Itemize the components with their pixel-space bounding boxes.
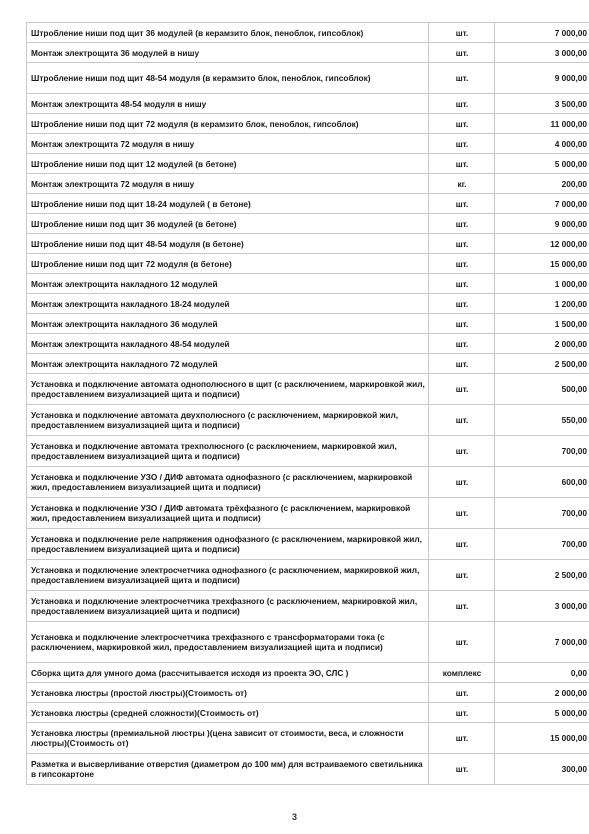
table-row	[27, 134, 589, 154]
table-row	[27, 63, 589, 94]
service-name: Монтаж электрощита 48-54 модуля в нишу	[27, 94, 429, 114]
unit: шт.	[429, 23, 495, 43]
service-name: Установка и подключение УЗО / ДИФ автомата трёхфазного (с расключением, маркировкой жил, предоставлением визуализацией щита и подписи)	[27, 498, 429, 529]
price: 2 500,00	[495, 560, 589, 591]
unit: шт.	[429, 254, 495, 274]
unit: шт.	[429, 43, 495, 63]
unit: шт.	[429, 529, 495, 560]
price: 15 000,00	[495, 254, 589, 274]
table-row	[27, 334, 589, 354]
price: 700,00	[495, 498, 589, 529]
price: 9 000,00	[495, 214, 589, 234]
table-row	[27, 622, 589, 663]
service-name: Установка и подключение электросчетчика однофазного (с расключением, маркировкой жил, предоставлением визуализацией щита и подписи)	[27, 560, 429, 591]
table-row	[27, 354, 589, 374]
price: 700,00	[495, 436, 589, 467]
service-name: Штробление ниши под щит 48-54 модуля (в бетоне)	[27, 234, 429, 254]
unit: шт.	[429, 754, 495, 785]
unit: шт.	[429, 294, 495, 314]
unit: шт.	[429, 154, 495, 174]
service-name: Штробление ниши под щит 36 модулей (в керамзито блок, пеноблок, гипсоблок)	[27, 23, 429, 43]
table-row	[27, 703, 589, 723]
unit: шт.	[429, 560, 495, 591]
service-name: Установка и подключение электросчетчика трехфазного (с расключением, маркировкой жил, предоставлением визуализацией щита и подписи)	[27, 591, 429, 622]
unit: шт.	[429, 723, 495, 754]
table-row	[27, 194, 589, 214]
service-name: Монтаж электрощита 36 модулей в нишу	[27, 43, 429, 63]
unit: шт.	[429, 134, 495, 154]
service-name: Установка и подключение автомата трехполюсного (с расключением, маркировкой жил, предоставлением визуализацией щита и подписи)	[27, 436, 429, 467]
service-name: Установка и подключение реле напряжения однофазного (с расключением, маркировкой жил, предоставлением визуализацией щита и подписи)	[27, 529, 429, 560]
page-number: 3	[291, 812, 297, 822]
service-name: Монтаж электрощита 72 модуля в нишу	[27, 174, 429, 194]
table-row	[27, 174, 589, 194]
unit: шт.	[429, 622, 495, 663]
unit: шт.	[429, 114, 495, 134]
unit: шт.	[429, 274, 495, 294]
price: 7 000,00	[495, 194, 589, 214]
price: 11 000,00	[495, 114, 589, 134]
table-row	[27, 234, 589, 254]
unit: шт.	[429, 334, 495, 354]
price: 300,00	[495, 754, 589, 785]
table-row	[27, 405, 589, 436]
price: 200,00	[495, 174, 589, 194]
unit: шт.	[429, 703, 495, 723]
service-name: Установка люстры (простой люстры)(Стоимость от)	[27, 683, 429, 703]
price: 1 200,00	[495, 294, 589, 314]
table-row	[27, 723, 589, 754]
service-name: Установка люстры (премиальной люстры )(цена зависит от стоимости, веса, и сложности люстры)(Стоимость от)	[27, 723, 429, 754]
unit: шт.	[429, 354, 495, 374]
price: 1 500,00	[495, 314, 589, 334]
service-name: Установка и подключение автомата однополюсного в щит (с расключением, маркировкой жил, предоставлением визуализацией щита и подписи)	[27, 374, 429, 405]
table-row	[27, 498, 589, 529]
price: 5 000,00	[495, 154, 589, 174]
unit: комплекс	[429, 663, 495, 683]
price: 7 000,00	[495, 622, 589, 663]
service-name: Монтаж электрощита накладного 36 модулей	[27, 314, 429, 334]
table-row	[27, 591, 589, 622]
price: 15 000,00	[495, 723, 589, 754]
service-name: Монтаж электрощита накладного 72 модулей	[27, 354, 429, 374]
table-row	[27, 314, 589, 334]
table-row	[27, 254, 589, 274]
price: 500,00	[495, 374, 589, 405]
price: 3 000,00	[495, 43, 589, 63]
price: 7 000,00	[495, 23, 589, 43]
price: 550,00	[495, 405, 589, 436]
table-row	[27, 663, 589, 683]
service-name: Монтаж электрощита накладного 48-54 модулей	[27, 334, 429, 354]
price: 3 000,00	[495, 591, 589, 622]
table-row	[27, 23, 589, 43]
unit: шт.	[429, 498, 495, 529]
unit: шт.	[429, 374, 495, 405]
service-name: Монтаж электрощита 72 модуля в нишу	[27, 134, 429, 154]
service-name: Штробление ниши под щит 72 модуля (в бетоне)	[27, 254, 429, 274]
service-name: Установка и подключение УЗО / ДИФ автомата однофазного (с расключением, маркировкой жил, предоставлением визуализацией щита и подписи)	[27, 467, 429, 498]
table-row	[27, 560, 589, 591]
price: 2 500,00	[495, 354, 589, 374]
service-name: Монтаж электрощита накладного 18-24 модулей	[27, 294, 429, 314]
table-row	[27, 529, 589, 560]
unit: шт.	[429, 314, 495, 334]
price: 4 000,00	[495, 134, 589, 154]
table-row	[27, 294, 589, 314]
price: 600,00	[495, 467, 589, 498]
price: 9 000,00	[495, 63, 589, 94]
service-name: Разметка и высверливание отверстия (диаметром до 100 мм) для встраиваемого светильника в гипсокартоне	[27, 754, 429, 785]
price: 2 000,00	[495, 334, 589, 354]
table-row	[27, 154, 589, 174]
table-row	[27, 374, 589, 405]
table-row	[27, 114, 589, 134]
service-name: Штробление ниши под щит 36 модулей (в бетоне)	[27, 214, 429, 234]
price: 700,00	[495, 529, 589, 560]
table-row	[27, 274, 589, 294]
price: 1 000,00	[495, 274, 589, 294]
unit: шт.	[429, 436, 495, 467]
price: 5 000,00	[495, 703, 589, 723]
price: 3 500,00	[495, 94, 589, 114]
service-name: Установка и подключение автомата двухполюсного (с расключением, маркировкой жил, предоставлением визуализацией щита и подписи)	[27, 405, 429, 436]
unit: шт.	[429, 214, 495, 234]
unit: шт.	[429, 94, 495, 114]
unit: шт.	[429, 63, 495, 94]
price: 12 000,00	[495, 234, 589, 254]
service-name: Установка и подключение электросчетчика трехфазного с трансформаторами тока (с расключением, маркировкой жил, предоставлением визуализацией щита и подписи)	[27, 622, 429, 663]
unit: шт.	[429, 405, 495, 436]
unit: шт.	[429, 683, 495, 703]
unit: шт.	[429, 591, 495, 622]
table-row	[27, 467, 589, 498]
unit: шт.	[429, 234, 495, 254]
unit: шт.	[429, 467, 495, 498]
table-row	[27, 754, 589, 785]
price: 0,00	[495, 663, 589, 683]
price: 2 000,00	[495, 683, 589, 703]
service-name: Штробление ниши под щит 48-54 модуля (в керамзито блок, пеноблок, гипсоблок)	[27, 63, 429, 94]
unit: кг.	[429, 174, 495, 194]
table-row	[27, 683, 589, 703]
unit: шт.	[429, 194, 495, 214]
table-row	[27, 43, 589, 63]
service-name: Штробление ниши под щит 72 модуля (в керамзито блок, пеноблок, гипсоблок)	[27, 114, 429, 134]
service-name: Монтаж электрощита накладного 12 модулей	[27, 274, 429, 294]
service-name: Установка люстры (средней сложности)(Стоимость от)	[27, 703, 429, 723]
price-table	[26, 22, 589, 785]
table-row	[27, 214, 589, 234]
service-name: Штробление ниши под щит 12 модулей (в бетоне)	[27, 154, 429, 174]
table-row	[27, 94, 589, 114]
service-name: Сборка щита для умного дома (рассчитывается исходя из проекта ЭО, СЛС )	[27, 663, 429, 683]
service-name: Штробление ниши под щит 18-24 модулей ( в бетоне)	[27, 194, 429, 214]
table-row	[27, 436, 589, 467]
